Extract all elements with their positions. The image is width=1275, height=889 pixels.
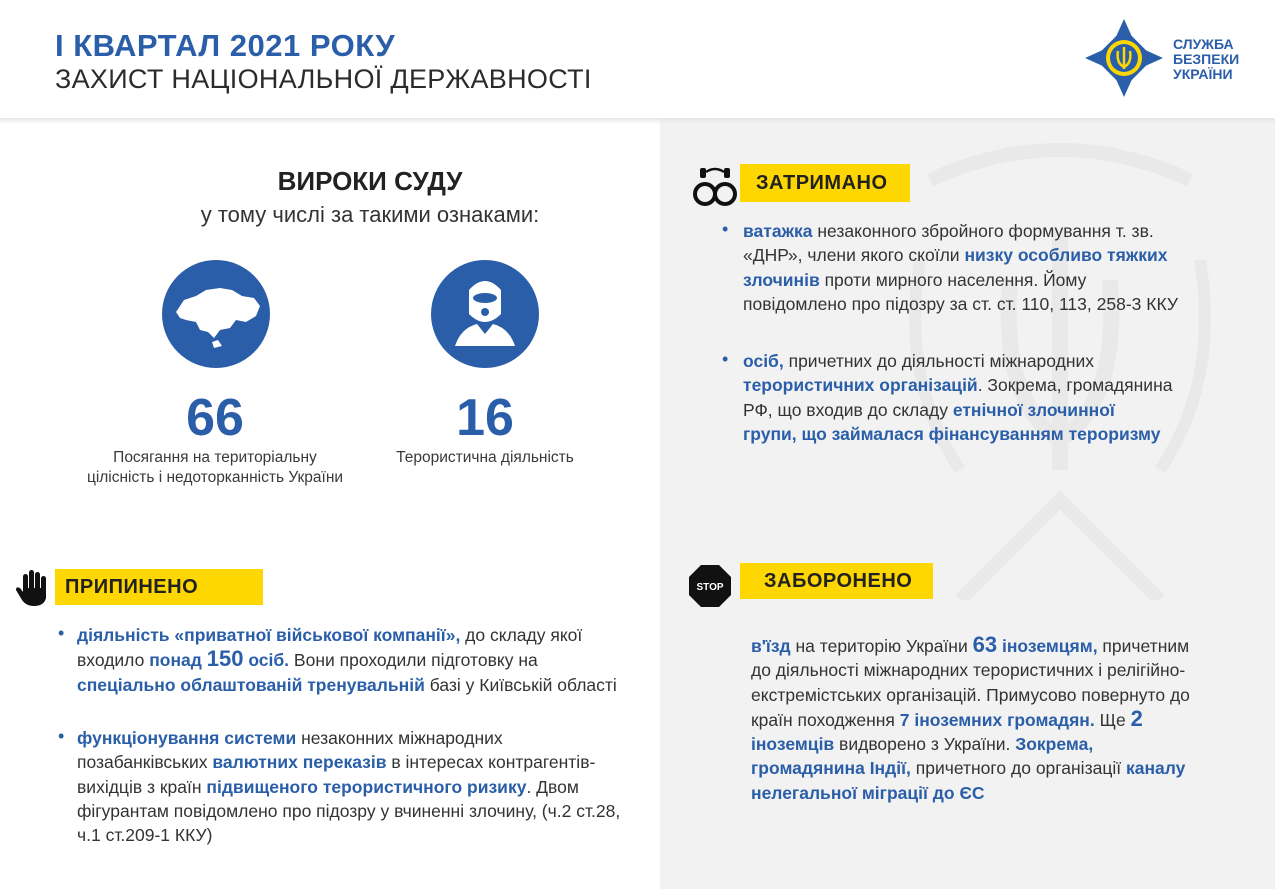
hand-stop-icon bbox=[14, 568, 50, 608]
detained-item-1: ватажка незаконного збройного формування т. зв. «ДНР», члени якого скоїли низку особливо тяжких злочинів проти мирного населення. Йому повідомлено про підозру за ст. ст. 110, 113, 258-3 ККУ bbox=[743, 221, 1178, 314]
stopped-item-2: функціонування системи незаконних міжнародних позабанківських валютних переказів в інтересах контрагентів-вихідців з країн підвищеного терористичного ризику. Двом фігурантам повідомлено про підозру у вчиненні злочину, (ч.2 ст.28, ч.1 ст.209-1 ККУ) bbox=[77, 728, 621, 846]
stopped-item-1: діяльність «приватної військової компанії», до складу якої входило понад 150 осіб. Вони проходили підготовку на спеціально облаштованій тренувальній базі у Київській області bbox=[77, 625, 617, 695]
banned-label: ЗАБОРОНЕНО bbox=[740, 563, 933, 599]
stat-description-territorial: Посягання на територіальну цілісність і недоторканність України bbox=[86, 449, 344, 486]
stop-sign-text: STOP bbox=[696, 582, 724, 593]
handcuffs-icon bbox=[692, 164, 738, 208]
stop-sign-icon bbox=[688, 564, 732, 608]
masked-person-icon bbox=[431, 260, 539, 368]
page-title: І КВАРТАЛ 2021 РОКУ bbox=[55, 28, 396, 63]
page-subtitle: ЗАХИСТ НАЦІОНАЛЬНОЇ ДЕРЖАВНОСТІ bbox=[55, 64, 592, 94]
stat-value-terrorism: 16 bbox=[456, 389, 514, 447]
verdicts-title: ВИРОКИ СУДУ bbox=[277, 166, 463, 196]
bullet-icon: • bbox=[722, 219, 729, 239]
sbu-emblem-icon bbox=[1083, 17, 1165, 99]
bullet-icon: • bbox=[58, 726, 65, 746]
bullet-icon: • bbox=[58, 623, 65, 643]
banned-text: в'їзд на територію України 63 іноземцям, причетним до діяльності міжнародних терористичних і релігійно-екстремістських організацій. Примусово повернуто до країн походження 7 іноземних громадян. Ще 2 іноземців видворено з України. Зокрема, громадянина Індії, причетного до організації каналу нелегальної міграції до ЄС bbox=[751, 632, 1190, 803]
verdicts-subtitle: у тому числі за такими ознаками: bbox=[200, 202, 540, 227]
ukraine-map-icon bbox=[162, 260, 270, 368]
bullet-icon: • bbox=[722, 349, 729, 369]
detained-label: ЗАТРИМАНО bbox=[740, 164, 910, 202]
header-divider bbox=[0, 118, 1275, 124]
stat-description-terrorism: Терористична діяльність bbox=[396, 449, 574, 466]
detained-item-2: осіб, причетних до діяльності міжнародних терористичних організацій. Зокрема, громадянина РФ, що входив до складу етнічної злочинної групи, що займалася фінансуванням тероризму bbox=[743, 351, 1173, 444]
stopped-label: ПРИПИНЕНО bbox=[55, 569, 263, 605]
sbu-logo-text: СЛУЖБА БЕЗПЕКИ УКРАЇНИ bbox=[1173, 36, 1240, 82]
stat-value-territorial: 66 bbox=[186, 389, 244, 447]
